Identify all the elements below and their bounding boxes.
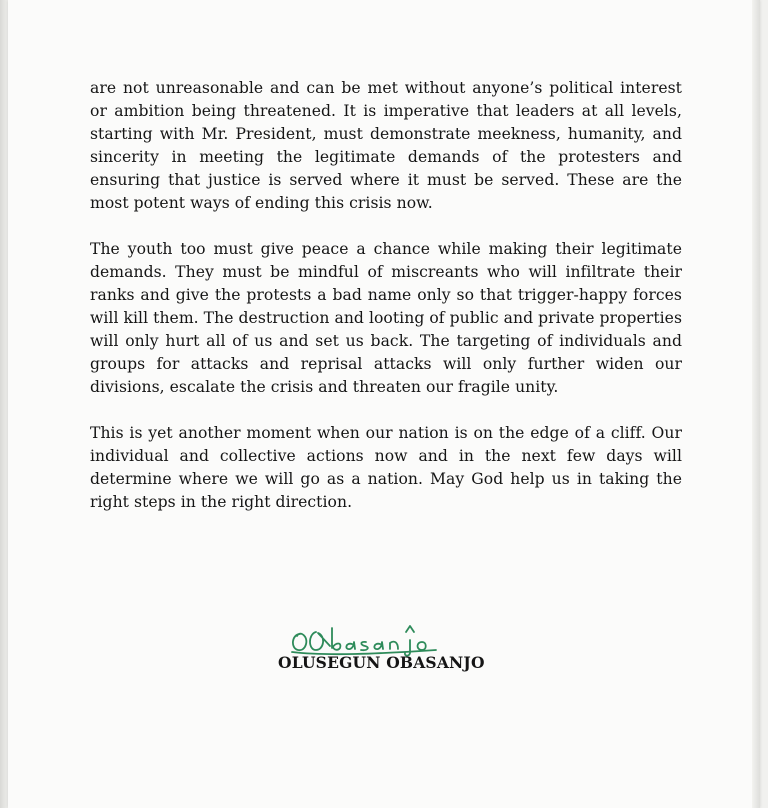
page-edge-right (752, 0, 760, 808)
page-edge-left (0, 0, 8, 808)
paragraph-3: This is yet another moment when our nation is on the edge of a cliff. Our individual and collective actions now and in the next few days will determine where we will go as a nation. May God help us in taking the right steps in the right direction. (90, 424, 682, 511)
paragraph-2: The youth too must give peace a chance while making their legitimate demands. They must be mindful of miscreants who will infiltrate their ranks and give the protests a bad name only so that trigger-happy forces will kill them. The destruction and looting of public and private properties will only hurt all of us and set us back. The targeting of individuals and groups for attacks and reprisal attacks will only further widen our divisions, escalate the crisis and threaten our fragile unity. (90, 240, 682, 396)
paragraph-1: are not unreasonable and can be met without anyone’s political interest or ambition being threatened. It is imperative that leaders at all levels, starting with Mr. President, must demonstrate meekness, humanity, and sincerity in meeting the legitimate demands of the protesters and ensuring that justice is served where it must be served. These are the most potent ways of ending this crisis now. (90, 79, 682, 212)
letter-body (90, 77, 682, 537)
signer-name: OLUSEGUN OBASANJO (278, 653, 485, 672)
letter-page (8, 0, 760, 808)
signature-block (278, 622, 518, 682)
